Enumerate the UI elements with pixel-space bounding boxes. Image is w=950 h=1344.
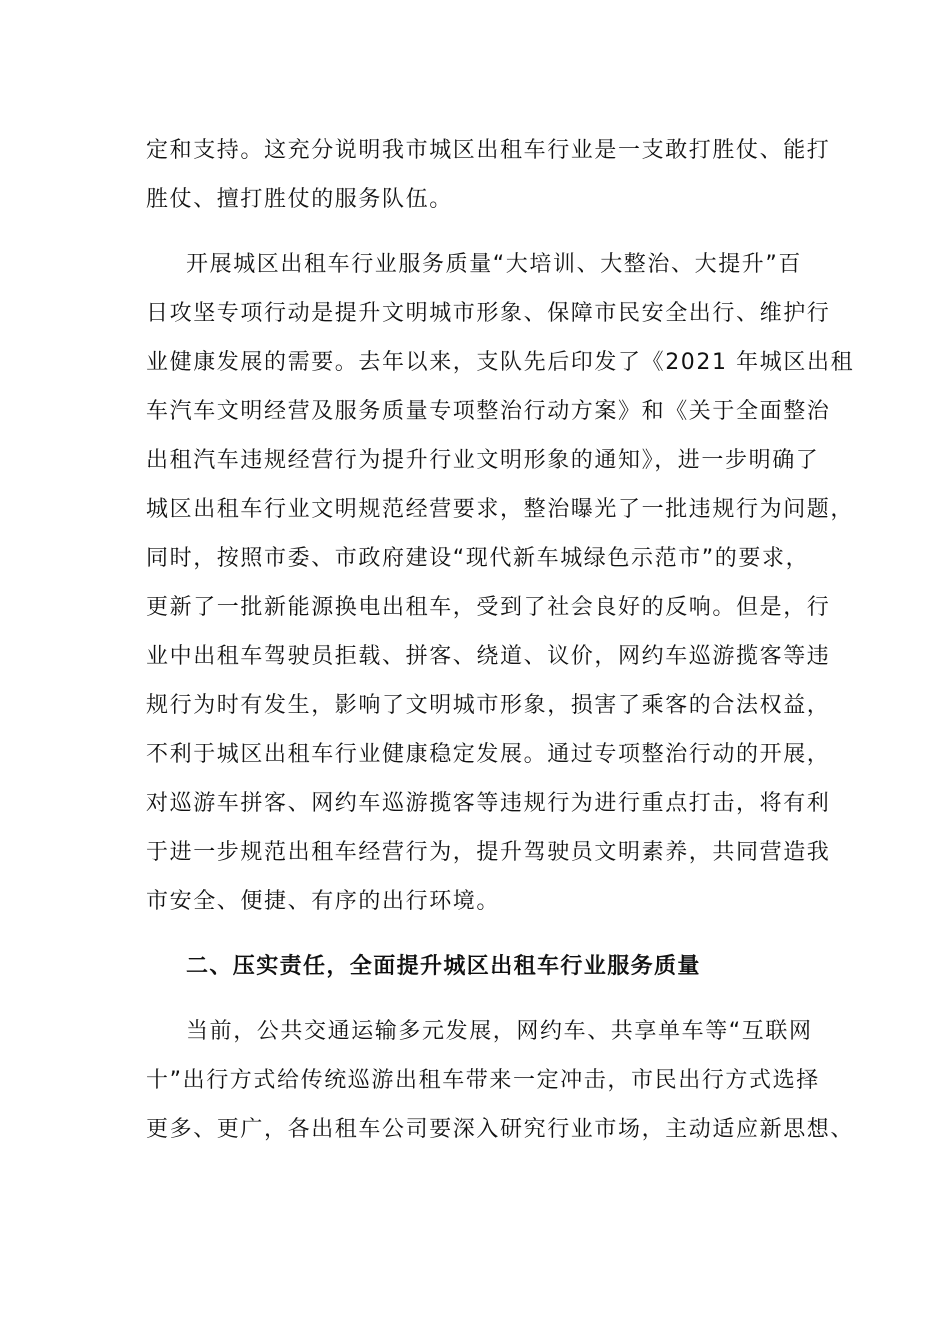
paragraph-line: 当前，公共交通运输多元发展，网约车、共享单车等“互联网 <box>186 1019 813 1044</box>
paragraph-line: 更多、更广，各出租车公司要深入研究行业市场，主动适应新思想、 <box>146 1117 855 1142</box>
paragraph-line: 日攻坚专项行动是提升文明城市形象、保障市民安全出行、维护行 <box>146 301 831 326</box>
paragraph-line: 更新了一批新能源换电出租车，受到了社会良好的反响。但是，行 <box>146 595 831 620</box>
paragraph-line: 十”出行方式给传统巡游出租车带来一定冲击，市民出行方式选择 <box>146 1068 820 1093</box>
paragraph-line: 定和支持。这充分说明我市城区出租车行业是一支敢打胜仗、能打 <box>146 138 831 163</box>
paragraph-line: 胜仗、擅打胜仗的服务队伍。 <box>146 187 453 212</box>
paragraph-line: 对巡游车拼客、网约车巡游揽客等违规行为进行重点打击，将有利 <box>146 791 831 816</box>
paragraph-line: 市安全、便捷、有序的出行环境。 <box>146 889 501 914</box>
paragraph-line: 业中出租车驾驶员拒载、拼客、绕道、议价，网约车巡游揽客等违 <box>146 644 831 669</box>
paragraph-line: 开展城区出租车行业服务质量“大培训、大整治、大提升”百 <box>186 252 802 277</box>
paragraph-line: 业健康发展的需要。去年以来，支队先后印发了《2021 年城区出租 <box>146 350 855 375</box>
paragraph-line: 城区出租车行业文明规范经营要求，整治曝光了一批违规行为问题， <box>146 497 855 522</box>
paragraph-line: 于进一步规范出租车经营行为，提升驾驶员文明素养，共同营造我 <box>146 840 831 865</box>
section-heading: 二、压实责任，全面提升城区出租车行业服务质量 <box>186 954 701 979</box>
paragraph-line: 出租汽车违规经营行为提升行业文明形象的通知》，进一步明确了 <box>146 448 820 473</box>
paragraph-line: 车汽车文明经营及服务质量专项整治行动方案》和《关于全面整治 <box>146 399 831 424</box>
paragraph-line: 规行为时有发生，影响了文明城市形象，损害了乘客的合法权益， <box>146 693 831 718</box>
paragraph-line: 不利于城区出租车行业健康稳定发展。通过专项整治行动的开展， <box>146 742 831 767</box>
paragraph-line: 同时，按照市委、市政府建设“现代新车城绿色示范市”的要求， <box>146 546 810 571</box>
